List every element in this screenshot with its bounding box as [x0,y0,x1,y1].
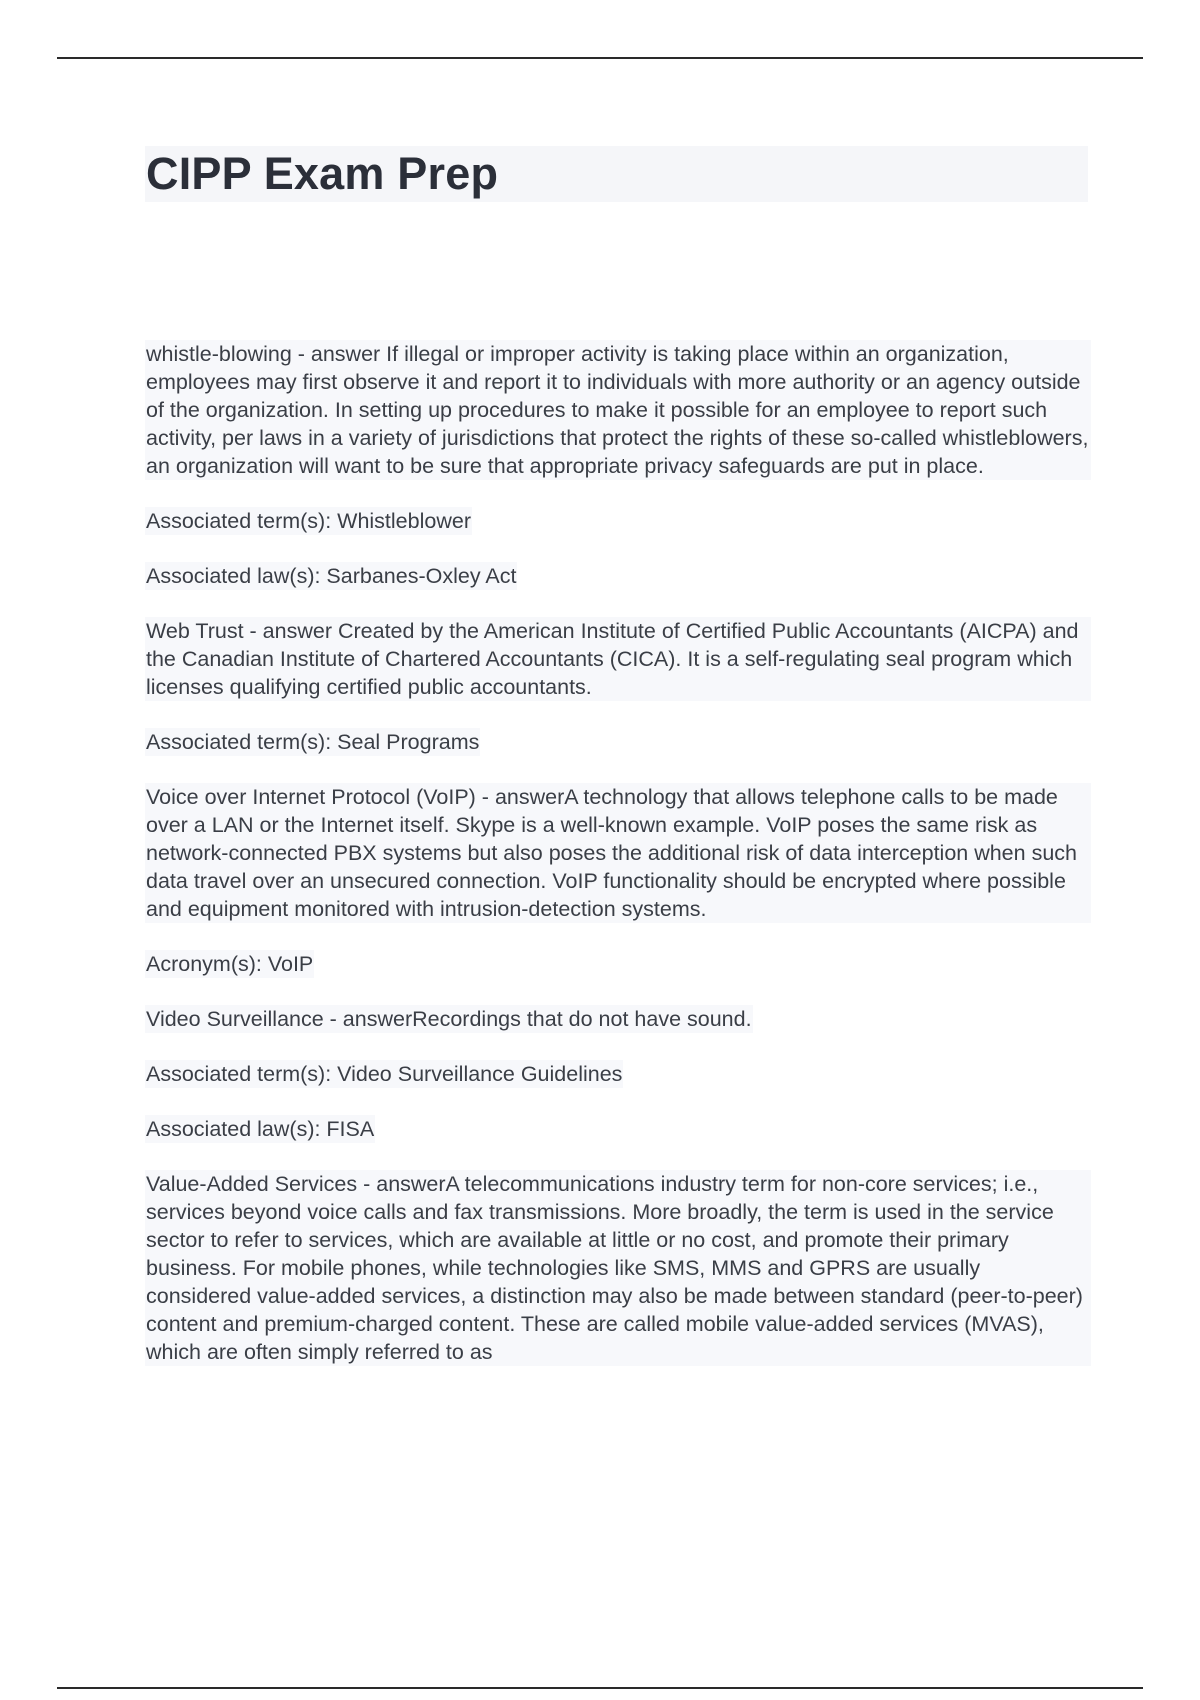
title-block [145,146,1088,202]
entry-value-added-services: Value-Added Services - answerA telecommunications industry term for non-core services; i.e., services beyond voice calls and fax transmissions. More broadly, the term is used in the service sector to refer to services, which are available at little or no cost, and promote their primary business. For mobile phones, while technologies like SMS, MMS and GPRS are usually considered value-added services, a distinction may also be made between standard (peer-to-peer) content and premium-charged content. These are called mobile value-added services (MVAS), which are often simply referred to as [145,1170,1091,1366]
entry-video-surveillance: Video Surveillance - answerRecordings that do not have sound. [146,1007,752,1031]
page-title: CIPP Exam Prep [146,148,499,199]
associated-terms-seal-programs: Associated term(s): Seal Programs [146,730,480,754]
entry-whistle-blowing: whistle-blowing - answer If illegal or improper activity is taking place within an organization, employees may first observe it and report it to individuals with more authority or an agency outside of the organization. In setting up procedures to make it possible for an employee to report such activity, per laws in a variety of jurisdictions that protect the rights of these so-called whistleblowers, an organization will want to be sure that appropriate privacy safeguards are put in place. [145,340,1091,480]
associated-laws-sox: Associated law(s): Sarbanes-Oxley Act [146,564,517,588]
header-rule [57,57,1143,59]
associated-terms-whistleblower: Associated term(s): Whistleblower [146,509,471,533]
document-body [145,340,1095,1366]
acronyms-voip: Acronym(s): VoIP [146,952,314,976]
entry-voip: Voice over Internet Protocol (VoIP) - answerA technology that allows telephone calls to be made over a LAN or the Internet itself. Skype is a well-known example. VoIP poses the same risk as network-connected PBX systems but also poses the additional risk of data interception when such data travel over an unsecured connection. VoIP functionality should be encrypted where possible and equipment monitored with intrusion-detection systems. [145,783,1091,923]
associated-laws-fisa: Associated law(s): FISA [146,1117,375,1141]
associated-terms-video-guidelines: Associated term(s): Video Surveillance Guidelines [146,1062,623,1086]
footer-rule [57,1687,1143,1689]
entry-web-trust: Web Trust - answer Created by the American Institute of Certified Public Accountants (AICPA) and the Canadian Institute of Chartered Accountants (CICA). It is a self-regulating seal program which licenses qualifying certified public accountants. [145,617,1091,701]
